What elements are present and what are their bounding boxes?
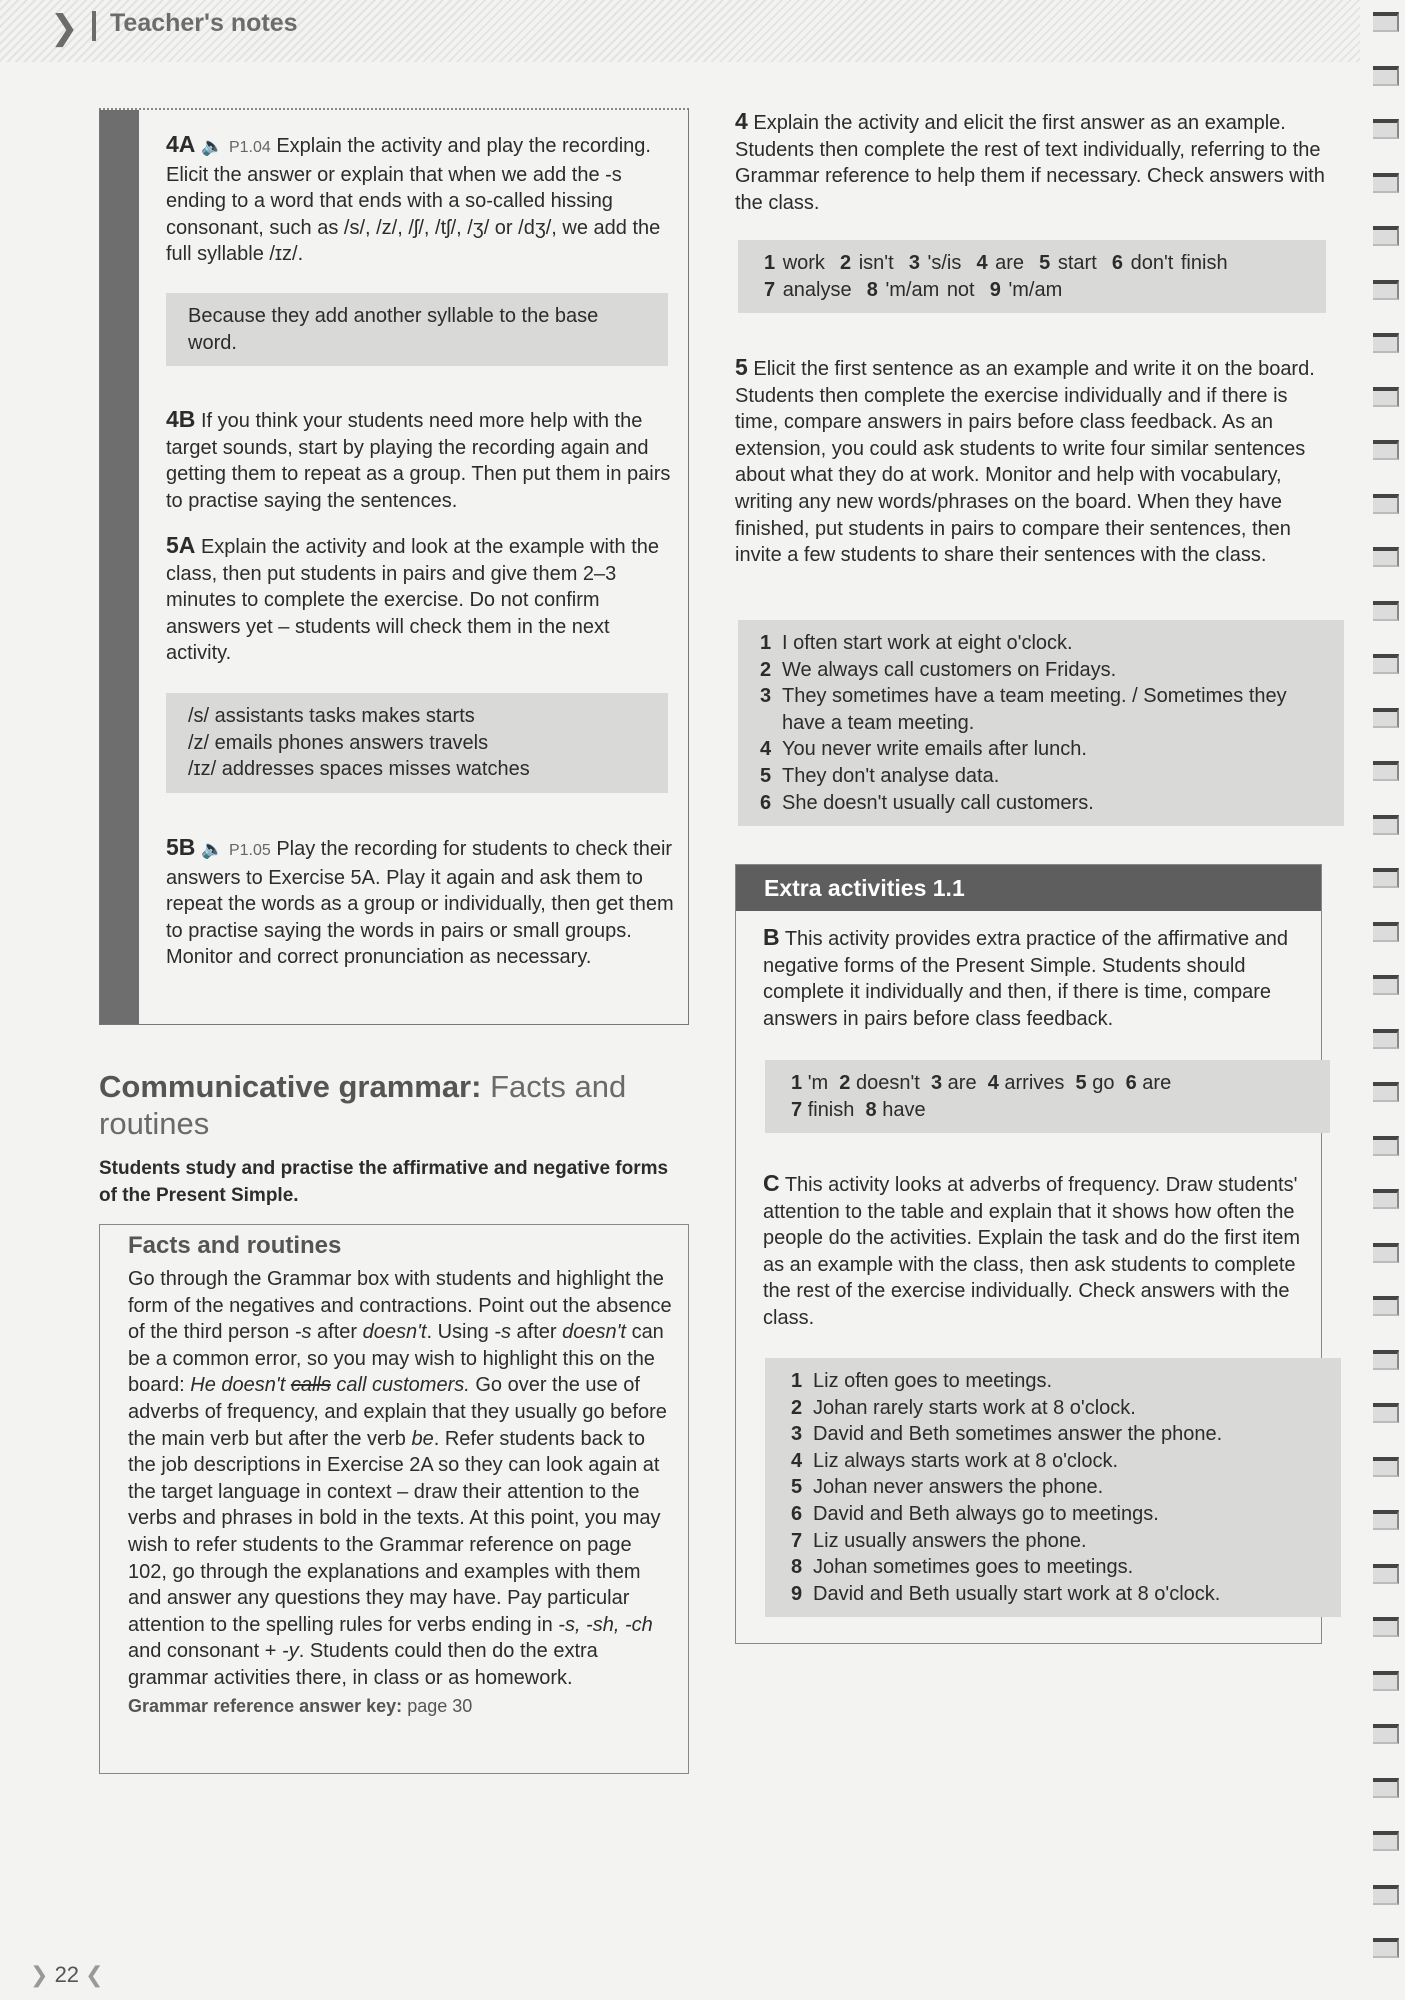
binding-ring (1373, 1243, 1399, 1263)
answer-text: We always call customers on Fridays. (782, 658, 1117, 681)
answer-box-5 (738, 620, 1344, 826)
list-item (791, 1395, 1319, 1422)
text-run: . Students could then do the extra grammar activities there, in class or as homework. (128, 1640, 598, 1689)
list-item (760, 736, 1322, 763)
section-number: 5A (166, 532, 196, 558)
answer-text: isn't (858, 252, 894, 274)
answer-text: Johan sometimes goes to meetings. (813, 1556, 1134, 1579)
answer-number: 3 (908, 252, 920, 274)
section-text: If you think your students need more help with the target sounds, start by playing the recording again and getting them to repeat as a group. Then put them in pairs to practise saying the sentences. (166, 410, 671, 512)
answer-number: 4 (976, 252, 988, 274)
answer-number: 3 (930, 1072, 943, 1094)
heading-bold: Communicative grammar: (99, 1069, 482, 1104)
answer-key-label: Grammar reference answer key: (128, 1695, 403, 1716)
answer-number: 6 (1125, 1072, 1137, 1094)
answer-box-4 (738, 240, 1326, 313)
binding-ring (1373, 868, 1399, 888)
header-title: Teacher's notes (110, 9, 298, 37)
list-item (791, 1448, 1319, 1475)
list-item (760, 790, 1322, 817)
binding-ring (1373, 547, 1399, 567)
communicative-grammar-intro (99, 1155, 669, 1209)
audio-track-label[interactable]: P1.05 (228, 842, 271, 859)
binding-ring (1373, 494, 1399, 514)
chevron-right-icon: ❯ (30, 1962, 49, 1987)
text-run: Go through the Grammar box with students and highlight the form of the negatives and contractions. Point out the absence of the third person (128, 1268, 672, 1344)
answer-number: 9 (989, 278, 1001, 301)
heading-light: Facts and routines (99, 1069, 627, 1141)
answer-number: 5 (1039, 252, 1051, 274)
binding-ring (1373, 280, 1399, 300)
answer-text: start (1057, 252, 1097, 274)
answer-text: Liz always starts work at 8 o'clock. (813, 1449, 1119, 1472)
text-run: He doesn't (190, 1374, 286, 1397)
facts-routines-content (128, 1232, 676, 1717)
binding-ring (1373, 1938, 1399, 1958)
text-run: be (411, 1427, 434, 1450)
page-header (0, 0, 1360, 62)
binding-ring (1373, 1296, 1399, 1316)
extra-activities-title: Extra activities 1.1 (764, 875, 965, 901)
text-run: call customers. (336, 1374, 470, 1397)
section-4 (735, 108, 1325, 216)
answer-text: Johan rarely starts work at 8 o'clock. (813, 1396, 1136, 1419)
answer-box-b (765, 1060, 1330, 1133)
section-letter: C (763, 1170, 780, 1196)
answer-number: 1 (791, 1072, 803, 1094)
binding-ring (1373, 173, 1399, 193)
section-5 (735, 354, 1325, 569)
answer-box-c (765, 1358, 1341, 1617)
text-run: -s, -sh, -ch (558, 1613, 653, 1636)
binding-ring (1373, 708, 1399, 728)
answer-text: are (995, 252, 1025, 274)
text-run: Go over the use of adverbs of frequency, and explain that they usually go before the main verb but after the verb (128, 1374, 667, 1450)
section-4b (166, 406, 676, 514)
section-number: 4A (166, 131, 196, 157)
binding-ring (1373, 1671, 1399, 1691)
text-run: -s (494, 1321, 511, 1344)
text-run: after (516, 1321, 557, 1344)
text-run: doesn't (362, 1321, 427, 1344)
binding-ring (1373, 922, 1399, 942)
answer-text: I often start work at eight o'clock. (782, 632, 1073, 654)
communicative-grammar-heading (99, 1068, 679, 1142)
list-item (791, 1501, 1319, 1528)
answer-number: 6 (760, 791, 772, 814)
list-item (791, 1368, 1319, 1395)
text-run: -y (282, 1640, 299, 1663)
binding-ring (1373, 1564, 1399, 1584)
binding-ring (1373, 1136, 1399, 1156)
answer-number: 7 (791, 1098, 803, 1121)
answer-row (764, 250, 1304, 277)
section-number: 5 (735, 354, 748, 380)
answer-number: 5 (1075, 1072, 1087, 1094)
speaker-icon[interactable]: 🔈 (200, 839, 224, 859)
list-item (760, 683, 1322, 736)
page-footer (30, 1962, 104, 1988)
answer-text: work (782, 252, 825, 274)
answer-box-4a (166, 293, 668, 366)
speaker-icon[interactable]: 🔈 (200, 136, 224, 156)
binding-ring (1373, 66, 1399, 86)
answer-number: 1 (791, 1370, 803, 1392)
answer-text: finish (807, 1098, 855, 1121)
answer-number: 2 (760, 658, 772, 681)
answer-text: Liz often goes to meetings. (813, 1370, 1053, 1392)
answer-text: Johan never answers the phone. (813, 1476, 1104, 1499)
answer-box-5a (166, 693, 668, 793)
answer-number: 9 (791, 1582, 803, 1605)
section-text: Elicit the first sentence as an example and write it on the board. Students then complete the exercise individually and if there is time, compare answers in pairs before class feedback. As an extension, you could ask students to write four similar sentences about what they do at work. Monitor and help with vocabulary, writing any new words/phrases on the board. When they have finished, put students in pairs to compare their sentences, then invite a few students to share their sentences with the class. (735, 358, 1315, 567)
page-number: 22 (54, 1962, 80, 1987)
spiral-binding (1365, 0, 1405, 2000)
answer-text: go (1092, 1072, 1115, 1094)
binding-ring (1373, 1350, 1399, 1370)
binding-ring (1373, 1617, 1399, 1637)
answer-number: 8 (866, 278, 878, 301)
text-run: can be a common error, so you may wish to highlight this on the board: (128, 1321, 664, 1397)
list-item (791, 1421, 1319, 1448)
answer-text: They don't analyse data. (782, 764, 1000, 787)
binding-ring (1373, 1778, 1399, 1798)
answer-number: 4 (760, 738, 772, 761)
answer-number: 2 (839, 1072, 851, 1094)
box-paragraph (128, 1266, 676, 1692)
answer-text: David and Beth usually start work at 8 o'clock. (813, 1582, 1221, 1605)
section-text: Play the recording for students to check their answers to Exercise 5A. Play it again and ask them to repeat the words as a group or individually, then get them to practise saying the words in pairs or small groups. Monitor and correct pronunciation as necessary. (166, 838, 674, 969)
list-item (791, 1581, 1319, 1608)
section-letter: B (763, 924, 780, 950)
binding-ring (1373, 1885, 1399, 1905)
list-item (760, 763, 1322, 790)
section-text: Explain the activity and play the recording. Elicit the answer or explain that when we add the -s ending to a word that ends with a so-called hissing consonant, such as /s/, /z/, /ʃ/, /tʃ/, /ʒ/ or /dʒ/, we add the full syllable /ɪz/. (166, 135, 661, 266)
list-item (760, 630, 1322, 657)
answer-text: They sometimes have a team meeting. / Sometimes they have a team meeting. (782, 685, 1287, 734)
section-number: 4 (735, 108, 748, 134)
answer-text: 'm (807, 1072, 829, 1094)
answer-text: analyse (782, 278, 852, 301)
binding-ring (1373, 1457, 1399, 1477)
answer-row (791, 1097, 1308, 1124)
answer-number: 2 (840, 252, 852, 274)
answer-text: David and Beth sometimes answer the phone. (813, 1423, 1223, 1446)
answer-text: You never write emails after lunch. (782, 738, 1087, 761)
answer-number: 1 (764, 252, 776, 274)
pronunciation-box-sidebar (100, 110, 139, 1024)
list-item (791, 1528, 1319, 1555)
answer-text: arrives (1004, 1072, 1065, 1094)
answer-row (764, 277, 1304, 304)
answer-text: 's/is (927, 252, 962, 274)
answer-number: 2 (791, 1396, 803, 1419)
answer-text: have (882, 1098, 926, 1121)
answer-line: /ɪz/ addresses spaces misses watches (188, 758, 530, 781)
list-item (791, 1554, 1319, 1581)
section-5a (166, 532, 676, 667)
text-run: . Refer students back to the job descriptions in Exercise 2A so they can look again at the target language in context – draw their attention to the verbs and phrases in bold in the texts. At this point, you may wish to refer students to the Grammar reference on page 102, go through the explanations and examples with them and answer any questions they may have. Pay particular attention to the spelling rules for verbs ending in (128, 1427, 661, 1636)
answer-line: /s/ assistants tasks makes starts (188, 705, 475, 727)
section-number: 5B (166, 834, 196, 860)
answer-line: /z/ emails phones answers travels (188, 731, 489, 754)
section-5b (166, 834, 676, 971)
text-run: doesn't (562, 1321, 626, 1344)
answer-number: 5 (791, 1476, 803, 1499)
section-text: This activity provides extra practice of the affirmative and negative forms of the Present Simple. Students should complete it individually and then, if there is time, compare answers in pairs before class feedback. (763, 928, 1289, 1030)
answer-text: David and Beth always go to meetings. (813, 1502, 1159, 1525)
answer-number: 7 (791, 1529, 803, 1552)
text-run: . Using (426, 1321, 489, 1344)
answer-number: 3 (760, 685, 772, 708)
binding-ring (1373, 1029, 1399, 1049)
list-item (791, 1474, 1319, 1501)
chevron-right-icon: ❯ (50, 9, 73, 47)
answer-text: are (1142, 1072, 1172, 1094)
text-run: after (317, 1321, 358, 1344)
binding-ring (1373, 387, 1399, 407)
binding-ring (1373, 601, 1399, 621)
answer-text: 'm/am (1008, 278, 1063, 301)
answer-number: 8 (791, 1556, 803, 1579)
audio-track-label[interactable]: P1.04 (228, 139, 271, 156)
binding-ring (1373, 815, 1399, 835)
answer-number: 1 (760, 632, 772, 654)
answer-text: Liz usually answers the phone. (813, 1529, 1087, 1552)
text-run: calls (290, 1374, 331, 1397)
binding-ring (1373, 975, 1399, 995)
answer-number: 4 (791, 1449, 803, 1472)
answer-text: don't finish (1130, 252, 1228, 274)
answer-number: 8 (865, 1098, 877, 1121)
answer-text: are (947, 1072, 977, 1094)
answer-row (791, 1070, 1308, 1097)
binding-ring (1373, 440, 1399, 460)
chevron-left-icon: ❮ (85, 1962, 104, 1987)
binding-ring (1373, 654, 1399, 674)
binding-ring (1373, 1403, 1399, 1423)
list-item (760, 657, 1322, 684)
extra-activities-title-bar (736, 865, 1321, 911)
binding-ring (1373, 333, 1399, 353)
answer-number: 6 (1111, 252, 1124, 274)
answer-number: 5 (760, 764, 772, 787)
answer-text: Because they add another syllable to the base word. (188, 305, 599, 354)
section-number: 4B (166, 406, 196, 432)
answer-number: 3 (791, 1423, 803, 1446)
intro-text: Students study and practise the affirmative and negative forms of the Present Simple. (99, 1158, 669, 1206)
binding-ring (1373, 1724, 1399, 1744)
binding-ring (1373, 1510, 1399, 1530)
binding-ring (1373, 226, 1399, 246)
binding-ring (1373, 1082, 1399, 1102)
answer-key-value[interactable]: page 30 (407, 1695, 473, 1716)
section-text: Explain the activity and look at the example with the class, then put students in pairs and give them 2–3 minutes to complete the exercise. Do not confirm answers yet – students will check them in the next activity. (166, 536, 660, 665)
binding-ring (1373, 12, 1399, 32)
binding-ring (1373, 119, 1399, 139)
answer-text: doesn't (855, 1072, 920, 1094)
box-title: Facts and routines (128, 1232, 342, 1259)
binding-ring (1373, 1831, 1399, 1851)
section-text: Explain the activity and elicit the first answer as an example. Students then complete the rest of text individually, referring to the Grammar reference to help them if necessary. Check answers with the class. (735, 112, 1325, 214)
text-run: -s (294, 1321, 312, 1344)
extra-section-c (763, 1170, 1313, 1332)
answer-number: 7 (764, 278, 776, 301)
binding-ring (1373, 761, 1399, 781)
answer-key-line (128, 1696, 676, 1717)
answer-text: 'm/am not (885, 278, 975, 301)
header-divider (92, 11, 96, 41)
section-text: This activity looks at adverbs of frequency. Draw students' attention to the table and explain that it shows how often the people do the activities. Explain the task and do the first item as an example with the class, then ask students to complete the rest of the exercise individually. Check answers with the class. (763, 1174, 1300, 1329)
section-4a (166, 131, 676, 268)
binding-ring (1373, 1189, 1399, 1209)
answer-text: She doesn't usually call customers. (782, 791, 1094, 814)
answer-number: 4 (987, 1072, 999, 1094)
extra-section-b (763, 924, 1313, 1032)
text-run: and consonant + (128, 1640, 277, 1663)
answer-number: 6 (791, 1502, 803, 1525)
